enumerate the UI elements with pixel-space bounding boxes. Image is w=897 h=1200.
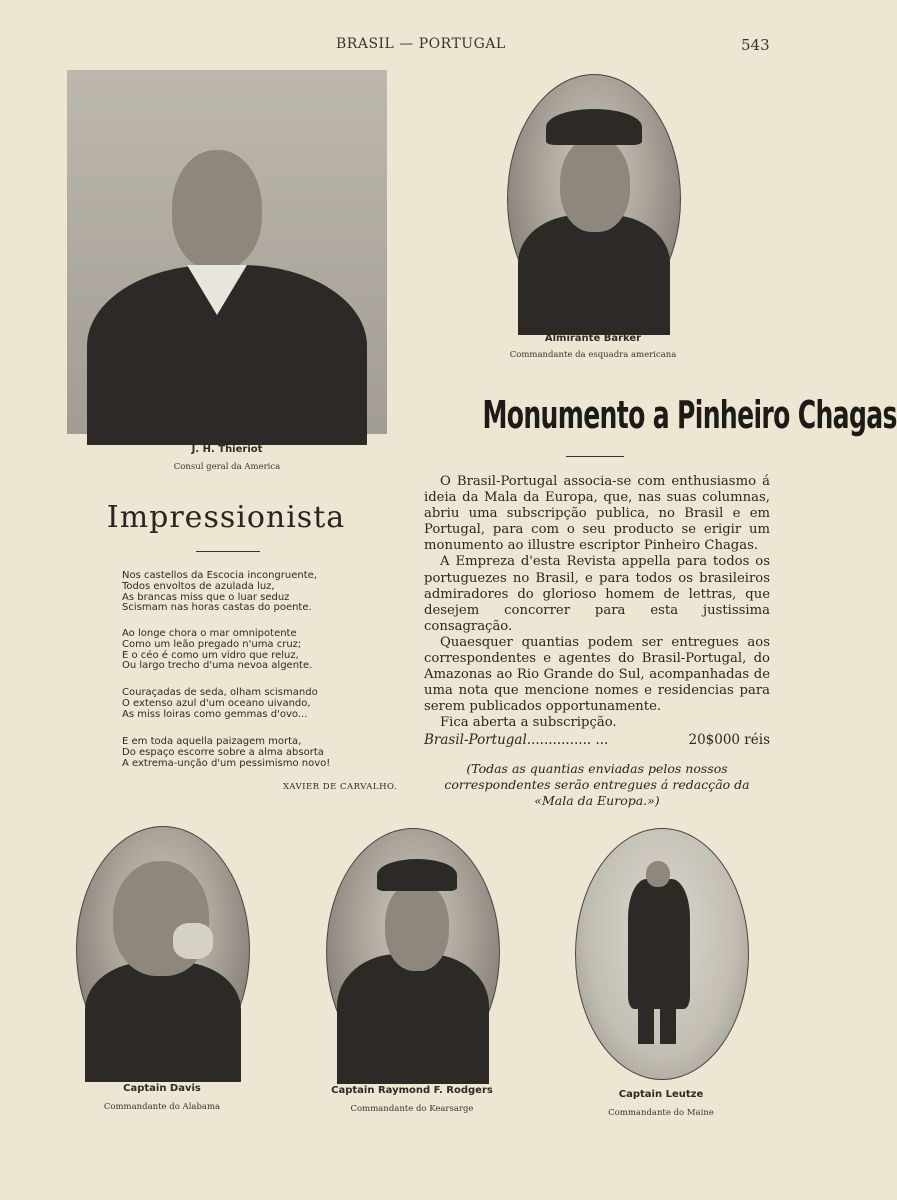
portrait-rodgers-photo — [326, 828, 500, 1076]
subscription-line — [424, 732, 770, 748]
subscription-label: Brasil-Portugal — [424, 732, 527, 748]
portrait-rodgers-name: Captain Raymond F. Rodgers — [331, 1085, 493, 1096]
portrait-leutze-name: Captain Leutze — [618, 1089, 704, 1100]
portrait-leutze-subtitle: Commandante do Maine — [608, 1108, 714, 1118]
poem-author: XAVIER DE CARVALHO. — [283, 782, 398, 792]
page-number: 543 — [741, 36, 770, 54]
article-paragraph: O Brasil-Portugal associa-se com enthusiasmo á ideia da Mala da Europa, que, nas suas columnas, abriu uma subscripção publica, no Brasil e em Portugal, para com o seu producto se erigir um monumento ao illustre escriptor Pinheiro Chagas. — [424, 474, 770, 554]
poem-line: Ao longe chora o mar omnipotente — [122, 628, 297, 639]
poem-stanza-1 — [122, 571, 382, 614]
poem-stanza-3 — [122, 688, 382, 720]
portrait-davis-photo — [76, 826, 250, 1074]
poem-line: A extrema-unção d'um pessimismo novo! — [122, 757, 331, 769]
portrait-rodgers-subtitle: Commandante do Kearsarge — [350, 1104, 474, 1114]
running-title: BRASIL — PORTUGAL — [336, 36, 506, 52]
poem-line: O extenso azul d'um oceano uivando, — [122, 697, 311, 709]
poem-line: Couraçadas de seda, olham scismando — [122, 687, 318, 698]
poem-line: As brancas miss que o luar seduz — [122, 591, 290, 603]
poem-line: Ou largo trecho d'uma nevoa algente. — [122, 660, 313, 672]
poem-stanza-2 — [122, 629, 382, 672]
poem-title: Impressionista — [106, 500, 346, 535]
article-paragraph: A Empreza d'esta Revista appella para todos os portuguezes no Brasil, e para todos os brasileiros admiradores do glorioso homem de lettras, que desejem concorrer para esta justissima consagração. — [424, 554, 770, 634]
poem-stanza-4 — [122, 737, 382, 769]
poem-line: Nos castellos da Escocia incongruente, — [122, 570, 317, 581]
portrait-thieriot-subtitle: Consul geral da America — [173, 462, 281, 472]
poem-title-rule — [196, 551, 260, 552]
article-paragraph: Quaesquer quantias podem ser entregues aos correspondentes e agentes do Brasil-Portugal, do Amazonas ao Rio Grande do Sul, acompanhadas de uma nota que mencione nomes e residencias para serem publicados opportunamente. — [424, 634, 770, 715]
article-note: (Todas as quantias enviadas pelos nossos correspondentes serão entregues á redacção da «Mala da Europa.») — [444, 761, 750, 808]
portrait-barker-photo — [507, 74, 681, 324]
portrait-thieriot-name: J. H. Thieriot — [191, 444, 263, 455]
article-paragraph: Fica aberta a subscripção. — [440, 715, 617, 731]
poem-line: As miss loiras como gemmas d'ovo... — [122, 708, 308, 720]
article-title: Monumento a Pinheiro Chagas — [482, 393, 897, 437]
poem-line: Como um leão pregado n'uma cruz; — [122, 638, 302, 650]
portrait-davis-name: Captain Davis — [123, 1083, 201, 1094]
portrait-barker-subtitle: Commandante da esquadra americana — [509, 350, 677, 360]
page-header — [0, 36, 837, 56]
poem-line: Todos envoltos de azulada luz, — [122, 580, 275, 592]
subscription-amount: 20$000 réis — [688, 732, 770, 748]
article-title-rule — [566, 456, 624, 457]
poem-line: Scismam nas horas castas do poente. — [122, 602, 312, 614]
article-body — [424, 474, 770, 732]
poem-line: Do espaço escorre sobre a alma absorta — [122, 746, 324, 758]
portrait-barker-name: Almirante Barker — [544, 333, 642, 344]
portrait-davis-subtitle: Commandante do Alabama — [103, 1102, 221, 1112]
poem-line: E o céo é como um vidro que reluz, — [122, 649, 299, 661]
portrait-leutze-photo — [575, 828, 749, 1080]
subscription-leader: ............... ... — [526, 732, 609, 748]
poem-line: E em toda aquella paizagem morta, — [122, 736, 302, 747]
portrait-thieriot-photo — [67, 70, 387, 434]
